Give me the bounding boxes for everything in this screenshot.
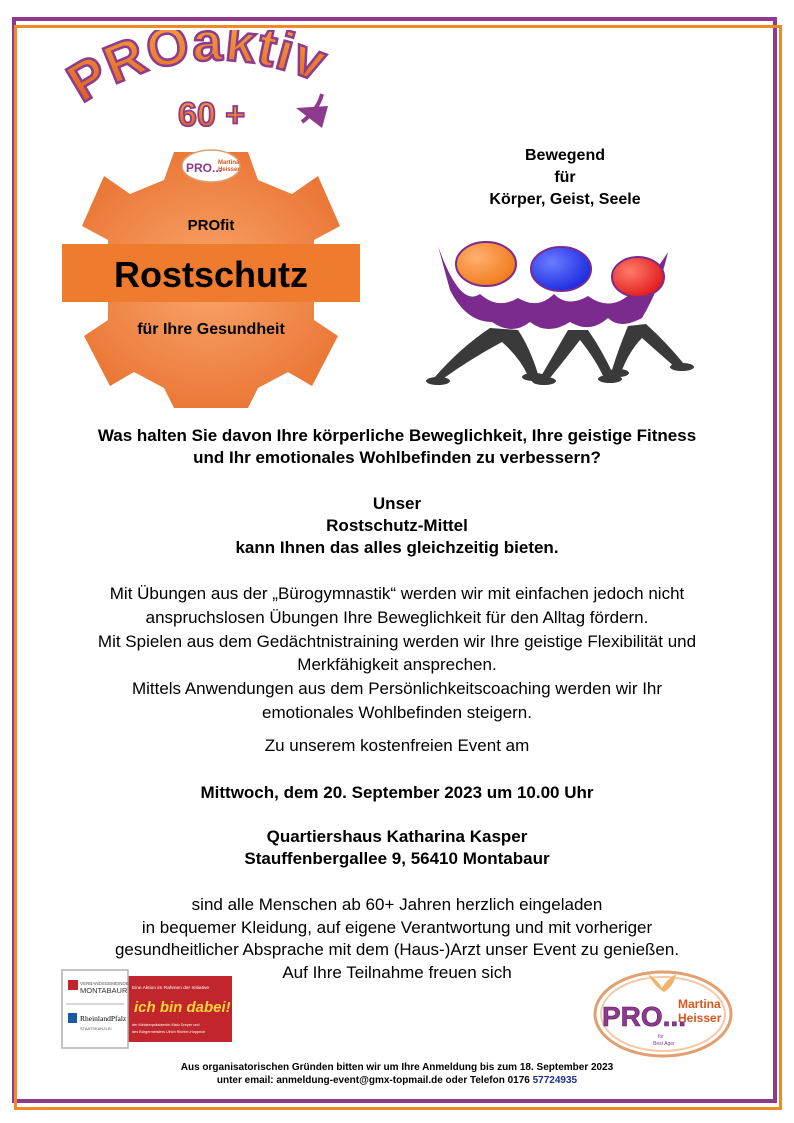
footer-contact: unter email: anmeldung-event@gmx-topmail.de oder Telefon 0176 [216, 1074, 533, 1086]
gear-profit: PROfit [187, 217, 235, 234]
description-line4: Merkfähigkeit ansprechen. [297, 655, 497, 675]
vg-crest-icon [68, 980, 78, 990]
svg-text:Heisser: Heisser [678, 1011, 722, 1025]
svg-text:Best Ager: Best Ager [653, 1041, 675, 1047]
svg-text:ich bin dabei!: ich bin dabei! [134, 999, 231, 1016]
tagline-line1: Bewegend [524, 147, 605, 164]
gear-title: Rostschutz [113, 254, 308, 295]
logo-age: 60 + [178, 96, 246, 134]
offer-line3: kann Ihnen das alles gleichzeitig bieten. [235, 538, 559, 557]
svg-text:Martina: Martina [678, 997, 721, 1011]
dancing-figures-illustration [420, 238, 705, 393]
phone-link[interactable]: 57724935 [532, 1074, 578, 1086]
svg-text:PRO...: PRO... [186, 161, 223, 175]
description-line5: Mittels Anwendungen aus dem Persönlichkeitscoaching werden wir Ihr [131, 679, 663, 699]
footer-line1: Aus organisatorischen Gründen bitten wir um Ihre Anmeldung bis zum 18. September 2023 [180, 1062, 614, 1073]
description [20, 582, 774, 725]
svg-text:Martina: Martina [218, 160, 240, 166]
svg-text:RheinlandPfalz: RheinlandPfalz [80, 1014, 127, 1023]
location-name: Quartiershaus Katharina Kasper [266, 827, 528, 846]
svg-text:Heisser: Heisser [218, 167, 240, 173]
footer-line2 [20, 1075, 774, 1088]
event-date: Mittwoch, dem 20. September 2023 um 10.00 Uhr [200, 783, 594, 802]
logo-title: PROaktiv [60, 30, 335, 114]
svg-text:Eine Aktion im Rahmen der Init: Eine Aktion im Rahmen der Initiative [132, 986, 210, 991]
description-line1: Mit Übungen aus der „Bürogymnastik“ werden wir mit einfachen jedoch nicht [109, 584, 685, 603]
event-location [20, 826, 774, 870]
rostschutz-gear [62, 140, 360, 410]
invitation-line4: Auf Ihre Teilnahme freuen sich [282, 962, 512, 982]
invitation-line2: in bequemer Kleidung, auf eigene Verantwortung und mit vorheriger [141, 917, 653, 937]
pro-martina-heisser-logo [592, 966, 734, 1058]
location-address: Stauffenbergallee 9, 56410 Montabaur [244, 849, 550, 868]
ich-bin-dabei-badge [60, 968, 232, 1050]
description-line6: emotionales Wohlbefinden steigern. [262, 702, 532, 722]
svg-text:des Bürgermeisters Ulrich Rich: des Bürgermeisters Ulrich Richter-Hopprich [132, 1030, 206, 1034]
offer-line2: Rostschutz-Mittel [326, 516, 468, 535]
rlp-crest-icon [68, 1013, 77, 1023]
offer-block [20, 493, 774, 559]
proaktiv-logo [60, 30, 360, 140]
svg-text:PRO...: PRO... [602, 1001, 687, 1032]
tagline [440, 145, 690, 211]
headline-line1: Was halten Sie davon Ihre körperliche Beweglichkeit, Ihre geistige Fitness [97, 426, 697, 445]
description-line3: Mit Spielen aus dem Gedächtnistraining werden wir Ihre geistige Flexibilität und [97, 631, 697, 651]
svg-text:STAATSKANZLEI: STAATSKANZLEI [80, 1026, 112, 1031]
footer-note [20, 1062, 774, 1087]
headline-line2: und Ihr emotionales Wohlbefinden zu verbessern? [193, 448, 601, 467]
headline [20, 425, 774, 469]
svg-text:for: for [658, 1034, 664, 1040]
invitation-line1: sind alle Menschen ab 60+ Jahren herzlich eingeladen [191, 895, 603, 914]
event-intro: Zu unserem kostenfreien Event am [264, 736, 530, 755]
tagline-line2: für [554, 169, 576, 186]
svg-text:der Ministerpräsidentin Malu D: der Ministerpräsidentin Malu Dreyer und [132, 1023, 200, 1027]
invitation-line3: gesundheitlicher Absprache mit dem (Haus-)Arzt unser Event zu genießen. [114, 940, 680, 959]
tagline-line3: Körper, Geist, Seele [489, 191, 641, 208]
description-line2: anspruchslosen Übungen Ihre Beweglichkeit für den Alltag fördern. [145, 607, 649, 627]
svg-text:MONTABAUR: MONTABAUR [80, 986, 128, 995]
svg-text:VERBANDSGEMEINDE: VERBANDSGEMEINDE [80, 981, 129, 986]
offer-line1: Unser [372, 494, 422, 513]
gear-mini-logo [180, 146, 242, 184]
gear-subtitle: für Ihre Gesundheit [137, 321, 285, 338]
